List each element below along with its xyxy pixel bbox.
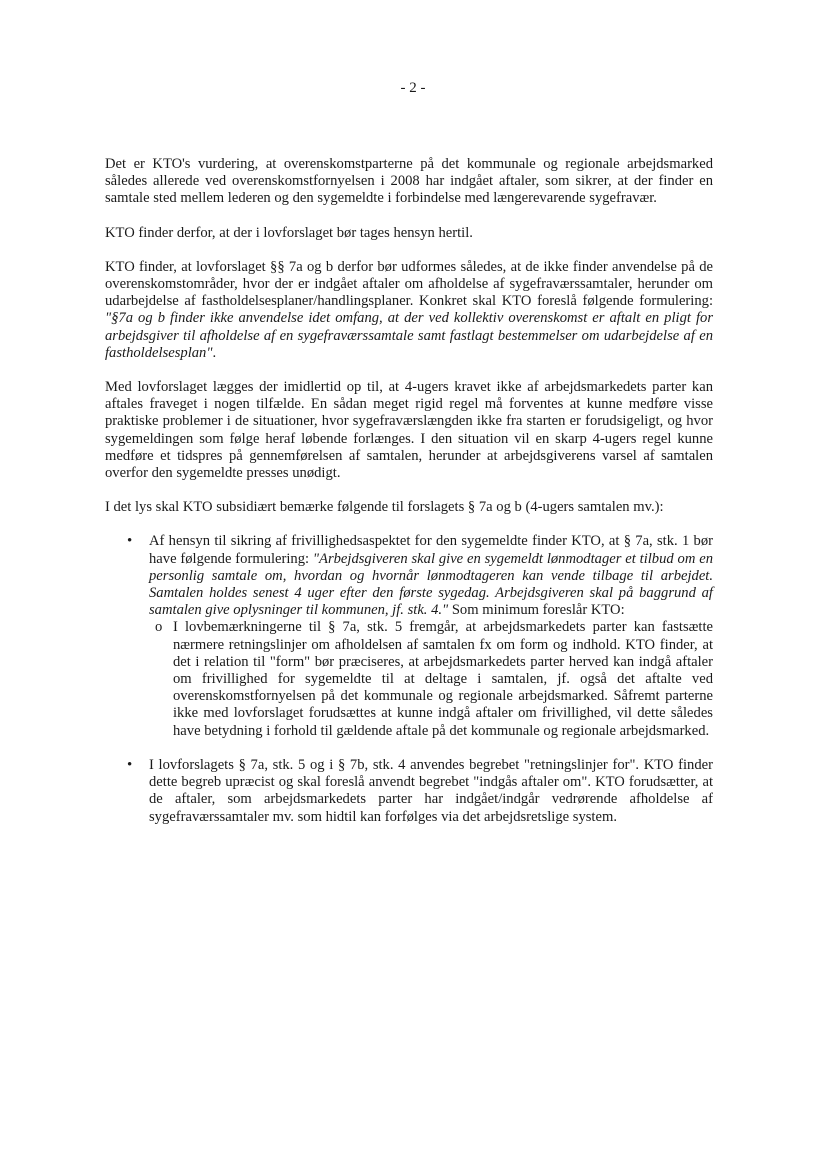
circle-bullet-icon: o — [155, 619, 163, 636]
proposal-end: . — [212, 344, 217, 361]
proposal-text: KTO finder, at lovforslaget §§ 7a og b derfor bør udformes således, at de ikke finder anvendelse på de overenskomstområder, hvor der er indgået aftaler om afholdelse af sygefraværssamtaler, herunder om udarbejdelse af fastholdelsesplaner/handlingsplaner. Konkret skal KTO foreslå følgende formulering: — [105, 258, 713, 310]
remarks-list — [105, 533, 713, 825]
paragraph-proposal — [105, 259, 713, 362]
paragraph-subsidiary-remarks: I det lys skal KTO subsidiært bemærke følgende til forslagets § 7a og b (4-ugers samtalen mv.): — [105, 499, 664, 516]
paragraph-four-week-rule: Med lovforslaget lægges der imidlertid op til, at 4-ugers kravet ikke af arbejdsmarkedets parter kan aftales fraveget i nogen tilfælde. En sådan meget rigid regel må forventes at kunne medføre visse praktiske problemer i de situationer, hvor sygefraværslængden ikke fra starten er forudsigeligt, og hvor sygemeldingen som følge heraf løbende forlænges. I den situation vil en skarp 4-ugers regel kunne medføre et tidspres på gennemførelsen af samtalen, herunder at arbejdsgiverens varsel af samtalen overfor den sygemeldte presses unødigt. — [105, 379, 713, 482]
list-item — [105, 757, 713, 826]
page-number: - 2 - — [400, 80, 426, 96]
list-item — [105, 533, 713, 739]
bullet-text: I lovforslagets § 7a, stk. 5 og i § 7b, stk. 4 anvendes begrebet "retningslinjer for". KTO finder dette begreb upræcist og skal foreslå anvendt begrebet "indgås aftaler om". KTO forudsætter, at de aftaler, som arbejdsmarkedets parter har indgået/indgår vedrørende afholdelse af sygefraværssamtaler mv. som hidtil kan forfølges via det arbejdsretslige system. — [149, 756, 713, 825]
sub-list — [149, 619, 713, 739]
sub-list-item — [155, 619, 713, 739]
bullet-end: Som minimum foreslår KTO: — [448, 602, 625, 619]
paragraph-kto-conclusion: KTO finder derfor, at der i lovforslaget bør tages hensyn hertil. — [105, 224, 473, 241]
bullet-quote: "Arbejdsgiveren skal give en sygemeldt lønmodtager et tilbud om en personlig samtale om, hvordan og hvornår lønmodtageren kan vende tilbage til arbejdet. Samtalen holdes senest 4 uger efter den første sygedag. Arbejdsgiveren skal på baggrund af samtalen give oplysninger til kommunen, jf. stk. 4." — [149, 550, 713, 619]
sub-item-text: I lovbemærkningerne til § 7a, stk. 5 fremgår, at arbejdsmarkedets parter kan fastsætte nærmere retningslinjer om afholdelsen af samtalen fx om form og indhold. KTO finder, at det i relation til "form" bør præciseres, at arbejdsmarkedets parter herved kan indgå aftaler om frivillighed for sygemeldte til at deltage i samtalen, jf. også det aftalte ved overenskomstfornyelsen på det kommunale og regionale arbejdsmarked. Såfremt parterne ikke med lovforslaget forudsættes at kunne indgå aftaler om frivillighed, vil dette således have betydning i forhold til gældende aftale på det kommunale og regionale arbejdsmarked. — [173, 619, 713, 739]
proposal-quote: "§7a og b finder ikke anvendelse idet omfang, at der ved kollektiv overenskomst er aftalt en pligt for arbejdsgiver til afholdelse af en sygefraværssamtale samt fastlagt bestemmelser om udarbejdelse af en fastholdelsesplan" — [105, 310, 713, 361]
document-body — [105, 156, 713, 843]
bullet-icon: • — [127, 756, 133, 773]
paragraph-kto-assessment: Det er KTO's vurdering, at overenskomstparterne på det kommunale og regionale arbejdsmarked således allerede ved overenskomstfornyelsen i 2008 har indgået aftaler, som sikrer, at der finder en samtale sted mellem lederen og den sygemeldte i forbindelse med længerevarende sygefravær. — [105, 156, 713, 207]
bullet-text: Af hensyn til sikring af frivillighedsaspektet for den sygemeldte finder KTO, at § 7a, stk. 1 bør have følgende formulering: — [149, 533, 713, 567]
bullet-icon: • — [127, 533, 133, 550]
